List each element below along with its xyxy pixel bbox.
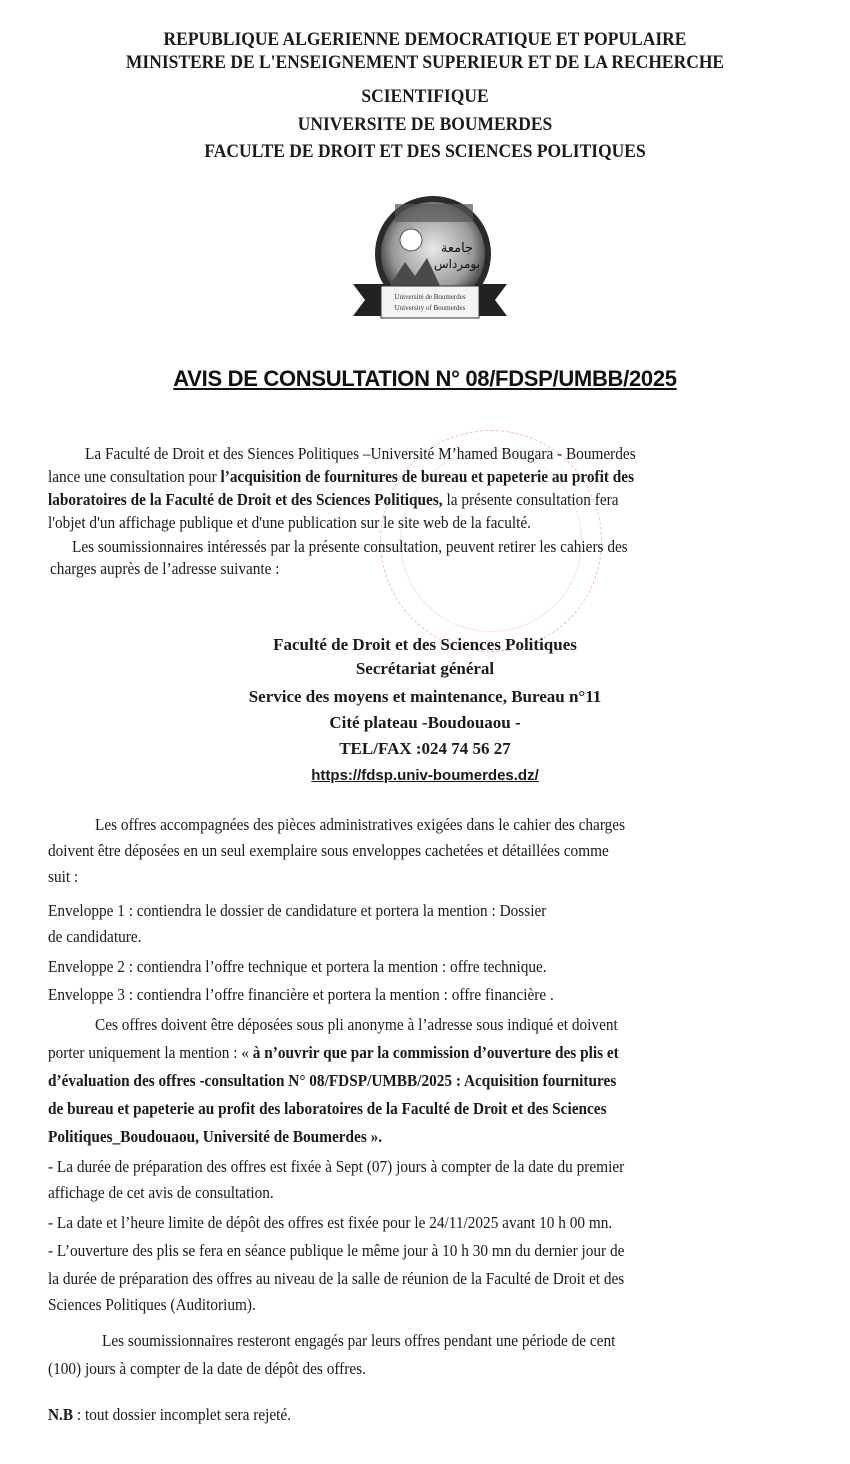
note: N.B : tout dossier incomplet sera rejeté. [48, 1405, 292, 1424]
intro-line-6: charges auprès de l’adresse suivante : [50, 559, 280, 578]
header-republic: REPUBLIQUE ALGERIENNE DEMOCRATIQUE ET POPULAIRE [163, 29, 687, 50]
term-opening-cont: la durée de préparation des offres au niveau de la salle de réunion de la Faculté de Droit et des [48, 1269, 625, 1288]
header-ministry-cont: SCIENTIFIQUE [361, 86, 489, 107]
deposit-line-5: Politiques_Boudouaou, Université de Boumerdes ». [48, 1127, 383, 1146]
address-phone: TEL/FAX :024 74 56 27 [339, 739, 511, 758]
address-city: Cité plateau -Boudouaou - [329, 713, 521, 732]
address-service: Service des moyens et maintenance, Bureau n°11 [248, 687, 602, 706]
logo-banner-en: University of Boumerdes [394, 304, 466, 312]
term-preparation-cont: affichage de cet avis de consultation. [48, 1183, 274, 1202]
intro-line-5: Les soumissionnaires intéressés par la présente consultation, peuvent retirer les cahiers des [72, 537, 628, 556]
university-logo [345, 192, 515, 332]
envelope-1: Enveloppe 1 : contiendra le dossier de candidature et portera la mention : Dossier [48, 901, 547, 920]
term-validity-cont: (100) jours à compter de la date de dépôt des offres. [48, 1359, 366, 1378]
logo-banner-fr: Université de Boumerdes [394, 293, 466, 301]
term-deadline: - La date et l’heure limite de dépôt des offres est fixée pour le 24/11/2025 avant 10 h 00 mn. [48, 1213, 613, 1232]
deposit-line-4: de bureau et papeterie au profit des laboratoires de la Faculté de Droit et des Sciences [48, 1099, 607, 1118]
deposit-line-1: Ces offres doivent être déposées sous pli anonyme à l’adresse sous indiqué et doivent [95, 1015, 618, 1034]
term-opening: - L’ouverture des plis se fera en séance publique le même jour à 10 h 30 mn du dernier jour de [48, 1241, 625, 1260]
intro-line-4: l'objet d'un affichage publique et d'une publication sur le site web de la faculté. [48, 513, 531, 532]
deposit-line-3: d’évaluation des offres -consultation N° 08/FDSP/UMBB/2025 : Acquisition fournitures [48, 1071, 617, 1090]
offers-line-3: suit : [48, 867, 79, 886]
envelope-1-cont: de candidature. [48, 927, 142, 946]
envelope-2: Enveloppe 2 : contiendra l’offre technique et portera la mention : offre technique. [48, 957, 547, 976]
term-validity: Les soumissionnaires resteront engagés par leurs offres pendant une période de cent [102, 1331, 616, 1350]
address-secretariat: Secrétariat général [355, 659, 495, 678]
offers-line-2: doivent être déposées en un seul exemplaire sous enveloppes cachetées et détaillées comme [48, 841, 609, 860]
header-ministry: MINISTERE DE L'ENSEIGNEMENT SUPERIEUR ET DE LA RECHERCHE [125, 52, 725, 73]
header-faculty: FACULTE DE DROIT ET DES SCIENCES POLITIQUES [204, 141, 646, 162]
svg-text:بومرداس: بومرداس [434, 257, 480, 271]
offers-line-1: Les offres accompagnées des pièces administratives exigées dans le cahier des charges [95, 815, 626, 834]
website-link[interactable]: https://fdsp.univ-boumerdes.dz/ [311, 767, 539, 784]
term-preparation: - La durée de préparation des offres est fixée à Sept (07) jours à compter de la date du premier [48, 1157, 625, 1176]
logo-arabic-text: جامعة [440, 241, 474, 256]
page-title: AVIS DE CONSULTATION N° 08/FDSP/UMBB/2025 [173, 366, 677, 391]
term-opening-cont2: Sciences Politiques (Auditorium). [48, 1295, 256, 1314]
note-label: N.B [48, 1405, 74, 1424]
header-university: UNIVERSITE DE BOUMERDES [297, 114, 553, 135]
deposit-line-2: porter uniquement la mention : « à n’ouvrir que par la commission d’ouverture des plis et [48, 1043, 619, 1062]
intro-line-1: La Faculté de Droit et des Siences Politiques –Université M’hamed Bougara - Boumerdes [85, 444, 636, 463]
address-url-row [0, 764, 850, 787]
intro-line-2: lance une consultation pour l’acquisition de fournitures de bureau et papeterie au profit des [48, 467, 635, 486]
address-faculty: Faculté de Droit et des Sciences Politiques [273, 635, 577, 654]
intro-line-3: laboratoires de la Faculté de Droit et des Sciences Politiques, la présente consultation fera [48, 490, 619, 509]
envelope-3: Enveloppe 3 : contiendra l’offre financière et portera la mention : offre financière . [48, 985, 554, 1004]
